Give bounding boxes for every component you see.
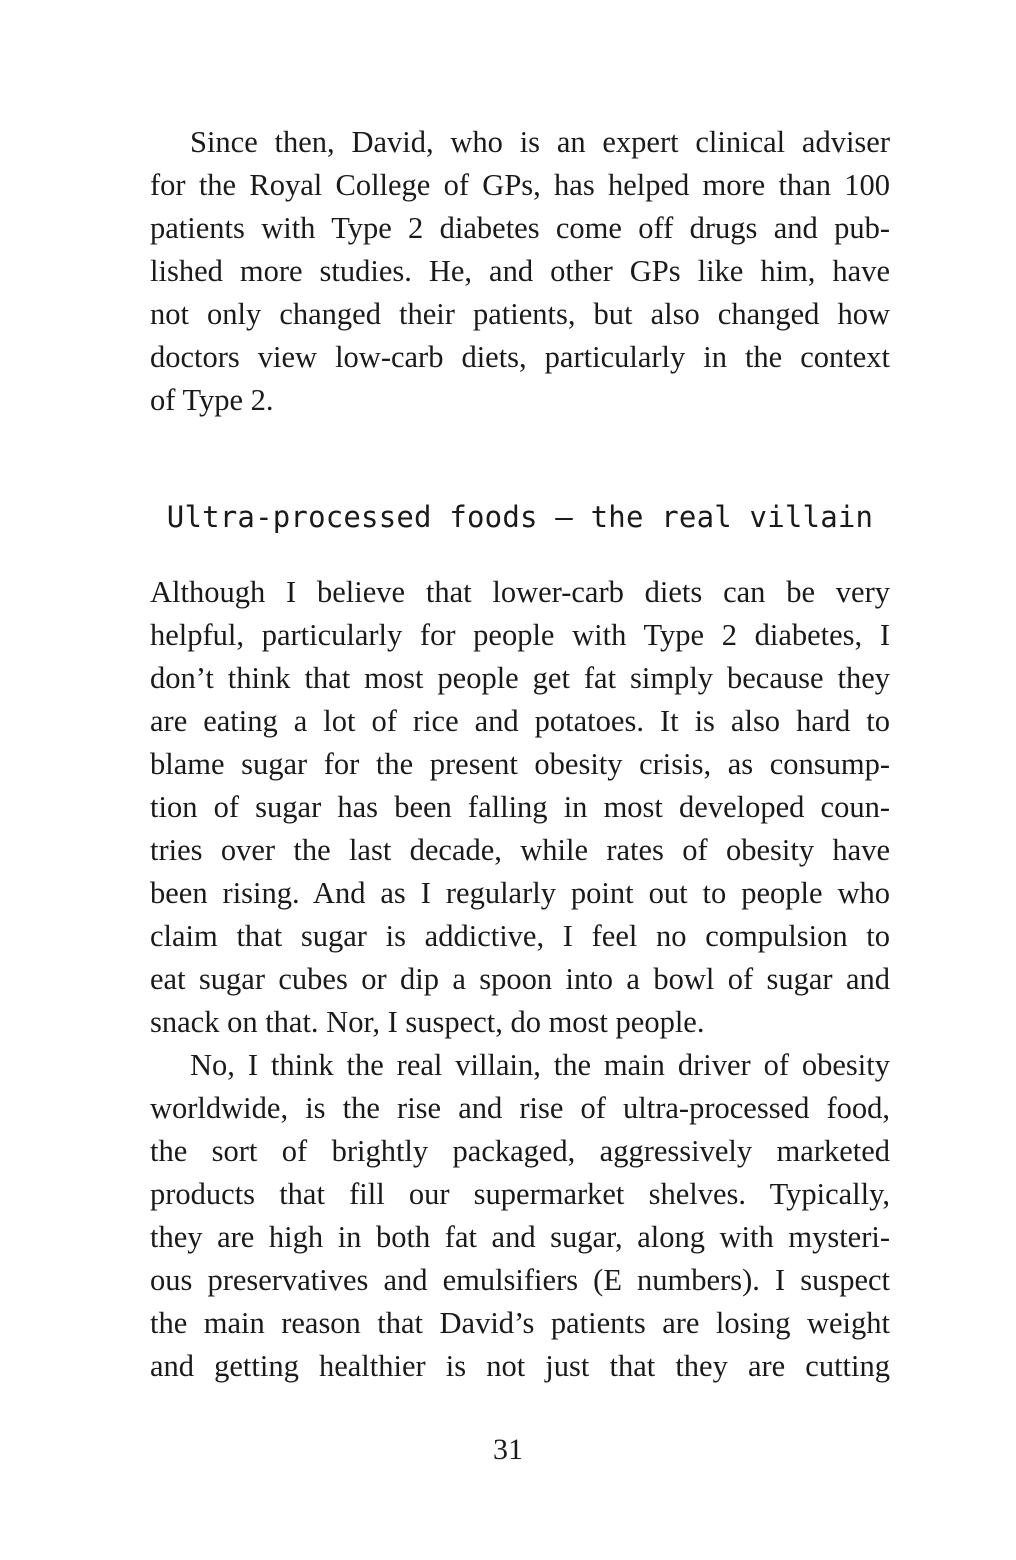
text-line: been rising. And as I regularly point out to people who [150, 876, 890, 910]
text-line: don’t think that most people get fat simply because they [150, 661, 890, 695]
text-line: patients with Type 2 diabetes come off drugs and pub- [150, 211, 890, 245]
section-heading: Ultra-processed foods – the real villain [166, 500, 874, 534]
text-line: for the Royal College of GPs, has helped more than 100 [150, 168, 890, 202]
page-number: 31 [493, 1433, 523, 1466]
text-line: Since then, David, who is an expert clinical adviser [190, 125, 890, 159]
text-line: the main reason that David’s patients are losing weight [150, 1306, 890, 1340]
text-line: products that fill our supermarket shelves. Typically, [150, 1177, 890, 1211]
text-line: lished more studies. He, and other GPs like him, have [150, 254, 890, 288]
text-line: snack on that. Nor, I suspect, do most people. [150, 1005, 705, 1039]
text-line: ous preservatives and emulsifiers (E numbers). I suspect [150, 1263, 890, 1297]
text-line: not only changed their patients, but also changed how [150, 297, 890, 331]
text-line: worldwide, is the rise and rise of ultra-processed food, [150, 1091, 890, 1125]
text-line: Although I believe that lower-carb diets can be very [150, 575, 890, 609]
text-line: tion of sugar has been falling in most developed coun- [150, 790, 890, 824]
text-line: they are high in both fat and sugar, along with mysteri- [150, 1220, 890, 1254]
text-line: of Type 2. [150, 383, 274, 417]
text-line: and getting healthier is not just that they are cutting [150, 1349, 890, 1383]
text-line: are eating a lot of rice and potatoes. It is also hard to [150, 704, 890, 738]
text-line: blame sugar for the present obesity crisis, as consump- [150, 747, 890, 781]
text-line: claim that sugar is addictive, I feel no compulsion to [150, 919, 890, 953]
text-line: eat sugar cubes or dip a spoon into a bowl of sugar and [150, 962, 890, 996]
text-line: No, I think the real villain, the main driver of obesity [190, 1048, 890, 1082]
text-line: tries over the last decade, while rates of obesity have [150, 833, 890, 867]
text-line: helpful, particularly for people with Type 2 diabetes, I [150, 618, 890, 652]
text-line: doctors view low-carb diets, particularly in the context [150, 340, 890, 374]
text-line: the sort of brightly packaged, aggressively marketed [150, 1134, 890, 1168]
